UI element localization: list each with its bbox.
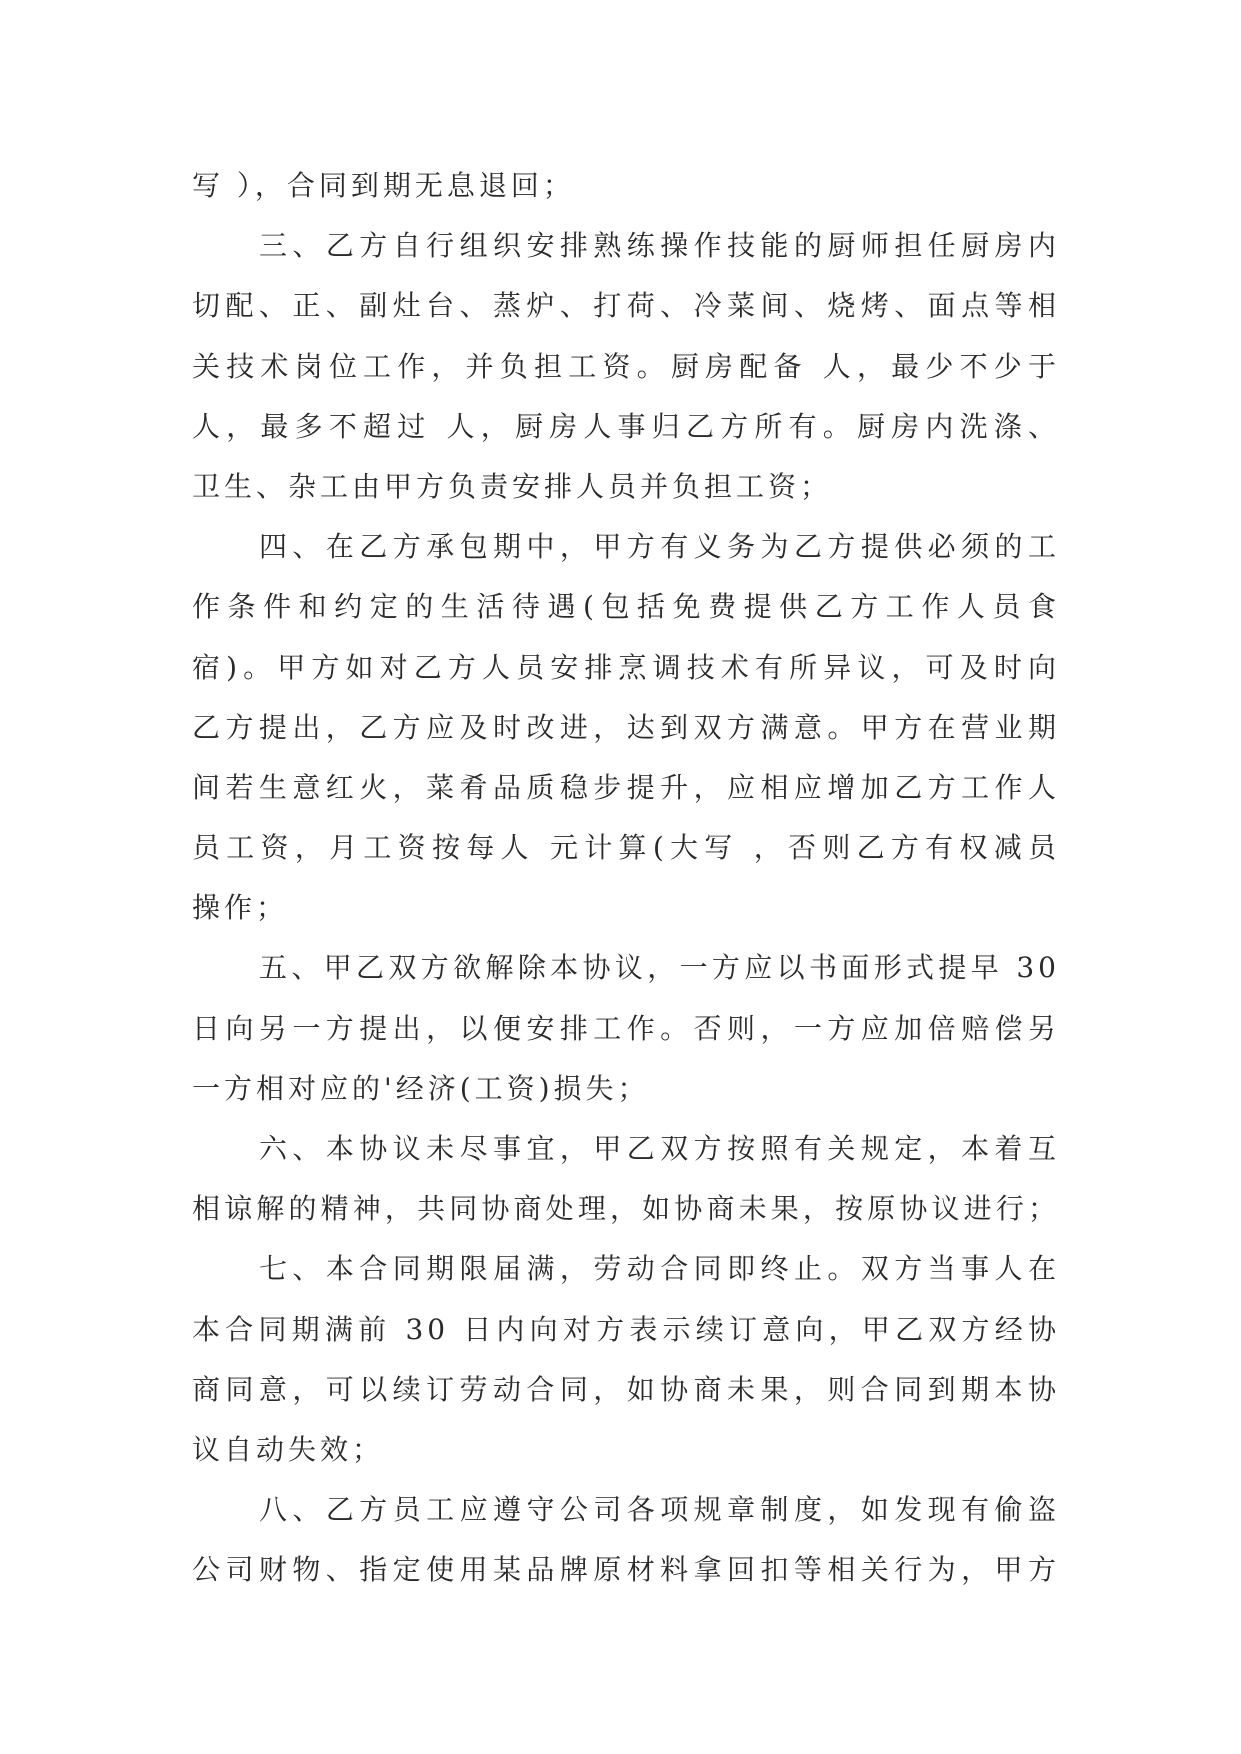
text-line: 关技术岗位工作，并负担工资。厨房配备 人，最少不少于 — [192, 349, 1060, 383]
text-line: 六、本协议未尽事宜，甲乙双方按照有关规定，本着互 — [259, 1132, 1060, 1165]
clause-continuation — [192, 156, 1060, 216]
text-line: 员工资，月工资按每人 元计算(大写 ，否则乙方有权减员 — [192, 831, 1060, 865]
text-line: 八、乙方员工应遵守公司各项规章制度，如发现有偷盗 — [259, 1493, 1060, 1527]
text-line: 切配、正、副灶台、蒸炉、打荷、冷菜间、烧烤、面点等相 — [192, 289, 1060, 323]
text-line: 操作； — [192, 891, 289, 925]
text-line: 作条件和约定的生活待遇(包括免费提供乙方工作人员食 — [192, 590, 1060, 624]
text-line: 日向另一方提出，以便安排工作。否则，一方应加倍赔偿另 — [192, 1011, 1060, 1045]
text-line: 卫生、杂工由甲方负责安排人员并负担工资； — [192, 469, 833, 503]
text-line: 五、甲乙双方欲解除本协议，一方应以书面形式提早 30 — [259, 951, 1060, 985]
text-line: 宿)。甲方如对乙方人员安排烹调技术有所异议，可及时向 — [192, 650, 1060, 684]
text-line: 议自动失效； — [192, 1432, 385, 1466]
text-line: 本合同期满前 30 日内向对方表示续订意向，甲乙双方经协 — [192, 1312, 1060, 1346]
text-line: 写 ），合同到期无息退回； — [192, 169, 575, 202]
text-line: 间若生意红火，菜肴品质稳步提升，应相应增加乙方工作人 — [192, 770, 1060, 804]
contract-body-text — [192, 156, 1060, 1601]
text-line: 人，最多不超过 人，厨房人事归乙方所有。厨房内洗涤、 — [192, 409, 1060, 443]
clause-3-paragraph — [192, 216, 1060, 517]
text-line: 四、在乙方承包期中，甲方有义务为乙方提供必须的工 — [259, 530, 1060, 564]
text-line: 一方相对应的'经济(工资)损失； — [192, 1071, 650, 1105]
text-line: 公司财物、指定使用某品牌原材料拿回扣等相关行为，甲方 — [192, 1553, 1060, 1587]
text-line: 三、乙方自行组织安排熟练操作技能的厨师担任厨房内 — [259, 229, 1060, 263]
clause-7-paragraph — [192, 1239, 1060, 1480]
clause-4-paragraph — [192, 517, 1060, 938]
text-line: 七、本合同期限届满，劳动合同即终止。双方当事人在 — [259, 1252, 1060, 1286]
clause-5-paragraph — [192, 938, 1060, 1119]
text-line: 商同意，可以续订劳动合同，如协商未果，则合同到期本协 — [192, 1372, 1060, 1406]
text-line: 相谅解的精神，共同协商处理，如协商未果，按原协议进行； — [192, 1192, 1060, 1226]
text-line: 乙方提出，乙方应及时改进，达到双方满意。甲方在营业期 — [192, 710, 1060, 744]
clause-6-paragraph — [192, 1119, 1060, 1239]
clause-8-paragraph — [192, 1480, 1060, 1600]
